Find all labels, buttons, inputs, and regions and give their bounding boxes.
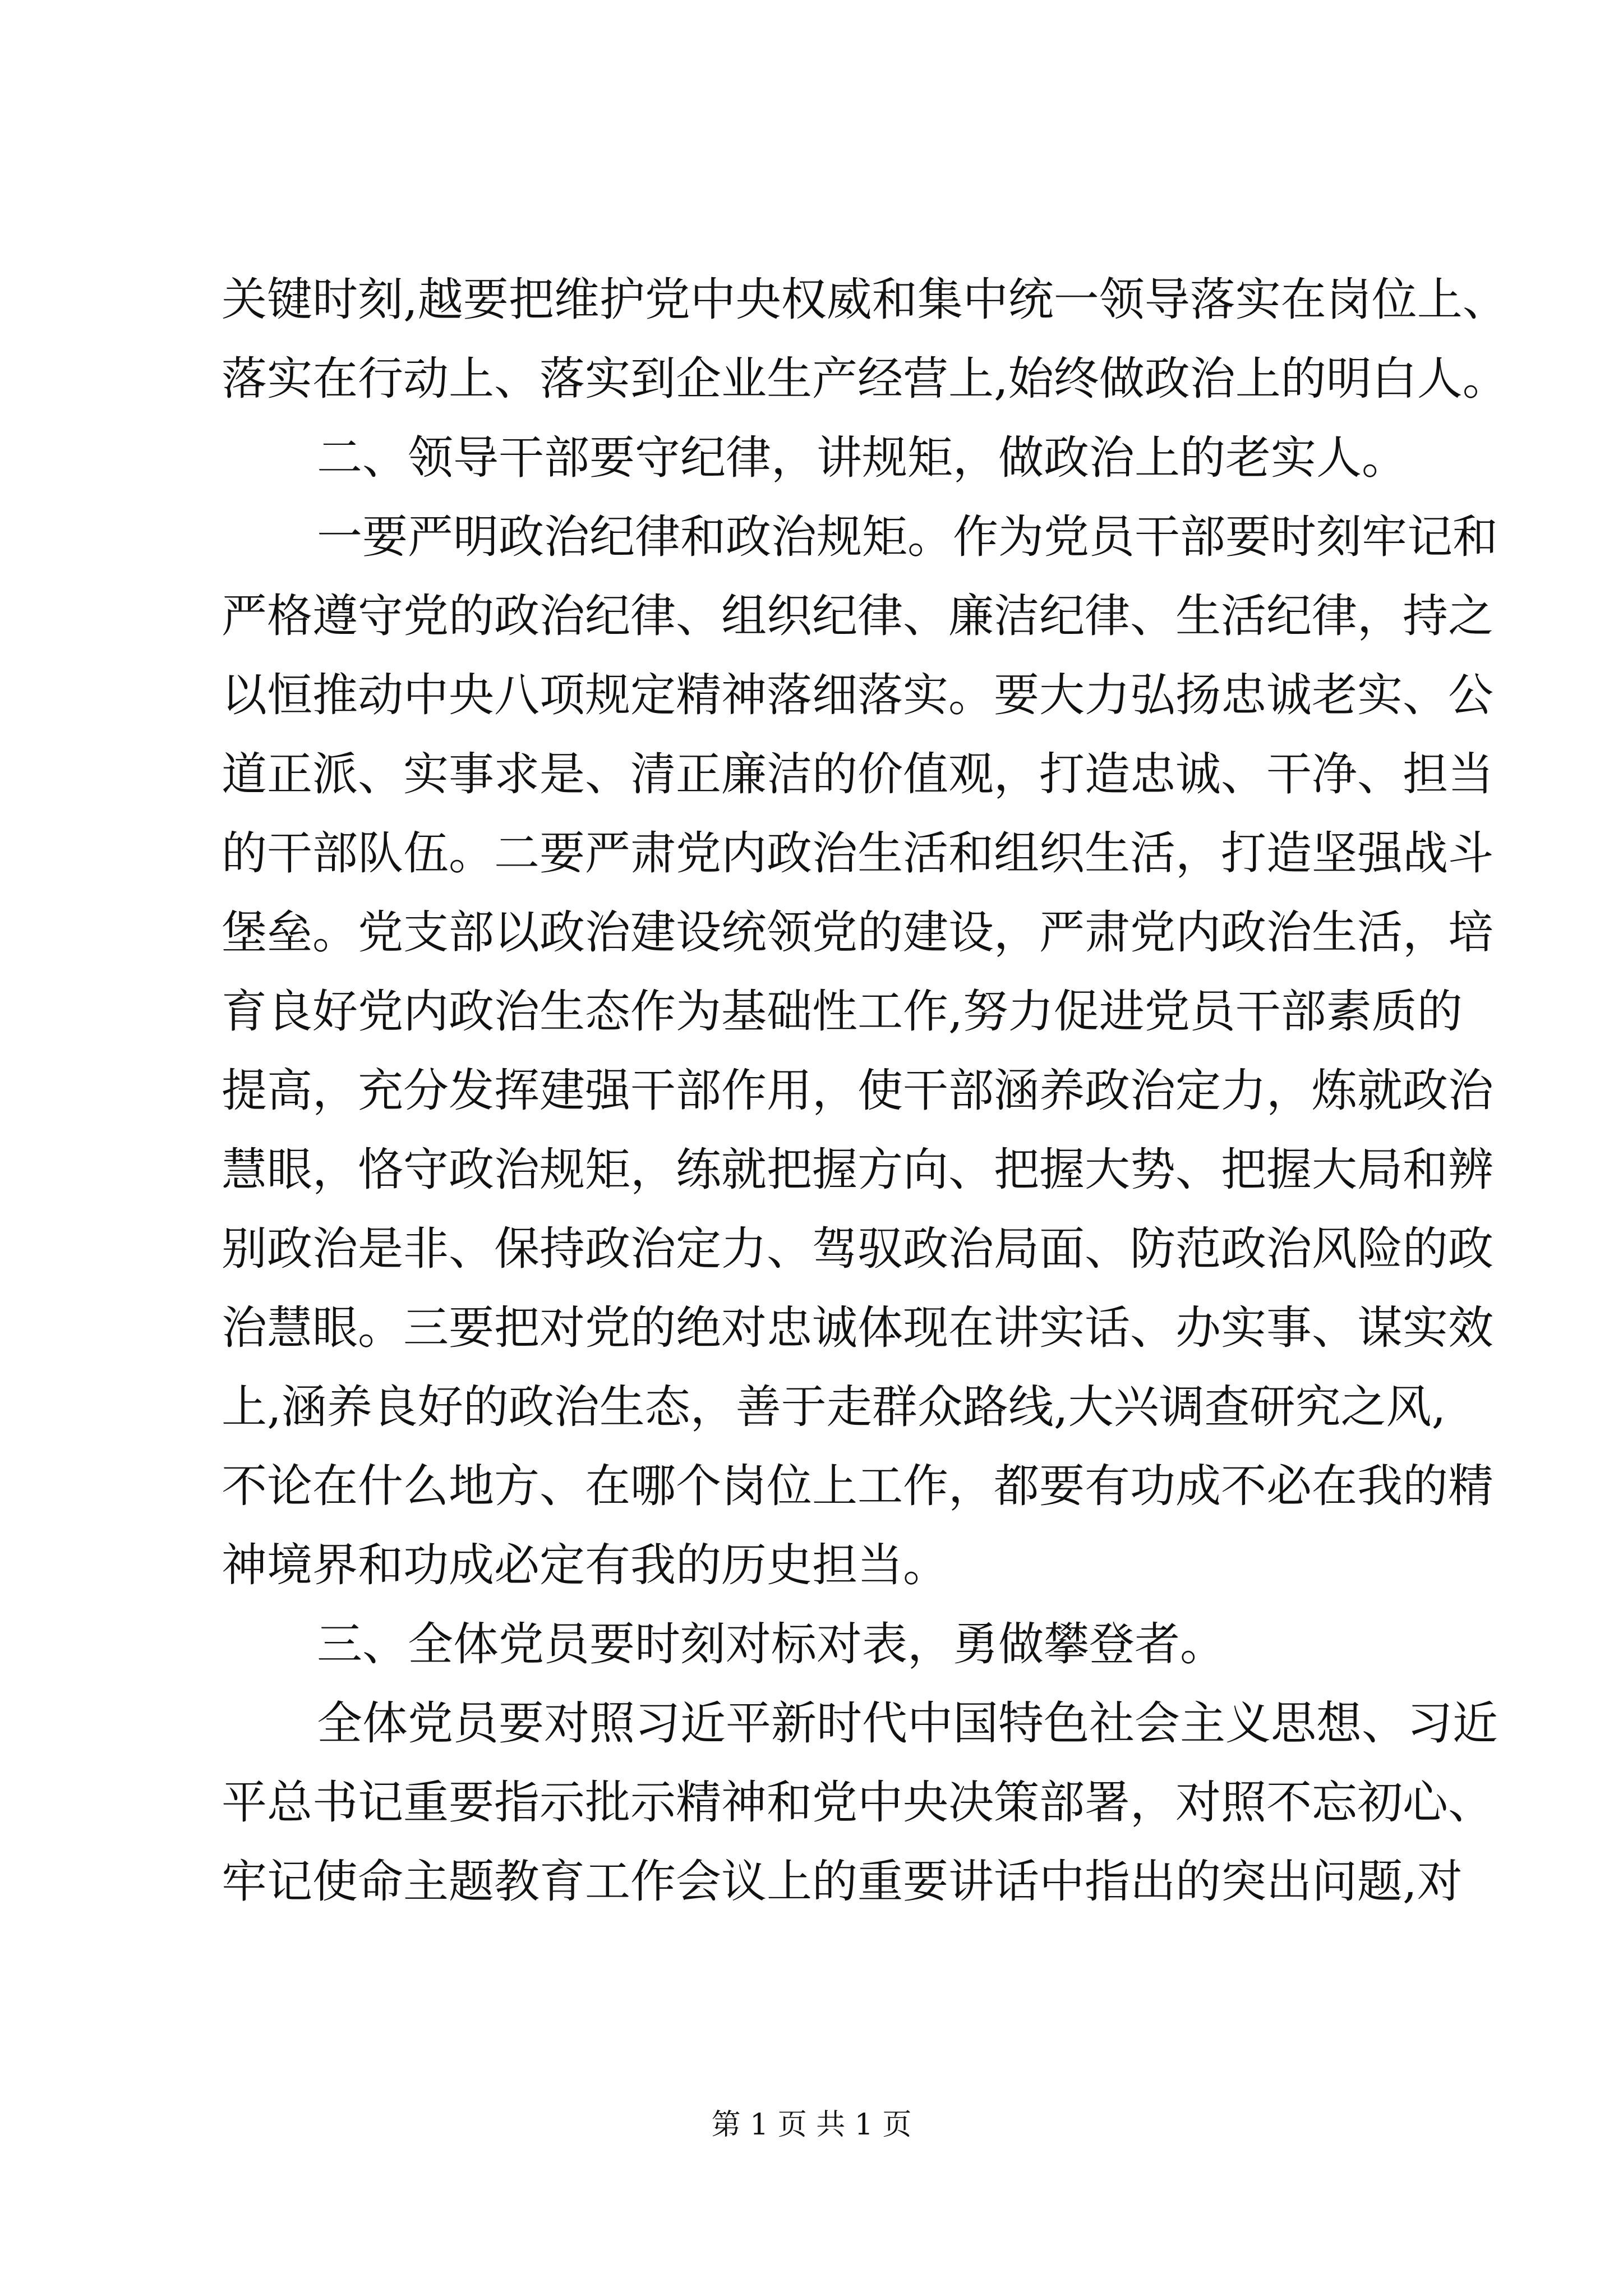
text-line: 不论在什么地方、在哪个岗位上工作，都要有功成不必在我的精	[222, 1460, 1494, 1513]
text-line: 以恒推动中央八项规定精神落细落实。要大力弘扬忠诚老实、公	[222, 669, 1494, 722]
text-line: 神境界和功成必定有我的历史担当。	[222, 1539, 949, 1592]
text-line: 落实在行动上、落实到企业生产经营上,始终做政治上的明白人。	[222, 353, 1508, 406]
text-line: 的干部队伍。二要严肃党内政治生活和组织生活，打造坚强战斗	[222, 827, 1494, 880]
text-line: 一要严明政治纪律和政治规矩。作为党员干部要时刻牢记和	[317, 511, 1498, 564]
text-line: 牢记使命主题教育工作会议上的重要讲话中指出的突出问题,对	[222, 1856, 1463, 1908]
text-line: 慧眼，恪守政治规矩，练就把握方向、把握大势、把握大局和辨	[222, 1144, 1494, 1197]
text-line: 全体党员要对照习近平新时代中国特色社会主义思想、习近	[317, 1697, 1498, 1750]
page-number-footer: 第 1 页 共 1 页	[711, 2108, 912, 2142]
text-line: 育良好党内政治生态作为基础性工作,努力促进党员干部素质的	[222, 986, 1463, 1038]
text-line: 平总书记重要指示批示精神和党中央决策部署，对照不忘初心、	[222, 1777, 1494, 1829]
text-line: 上,涵养良好的政治生态，善于走群众路线,大兴调查研究之风,	[222, 1381, 1446, 1434]
document-body	[222, 261, 1508, 1922]
text-line: 提高，充分发挥建强干部作用，使干部涵养政治定力，炼就政治	[222, 1065, 1494, 1117]
text-line: 道正派、实事求是、清正廉洁的价值观，打造忠诚、干净、担当	[222, 748, 1494, 801]
text-line: 治慧眼。三要把对党的绝对忠诚体现在讲实话、办实事、谋实效	[222, 1302, 1494, 1355]
text-line: 关键时刻,越要把维护党中央权威和集中统一领导落实在岗位上、	[222, 274, 1508, 326]
section-heading: 二、领导干部要守纪律，讲规矩，做政治上的老实人。	[317, 432, 1408, 485]
text-line: 别政治是非、保持政治定力、驾驭政治局面、防范政治风险的政	[222, 1223, 1494, 1276]
text-line: 严格遵守党的政治纪律、组织纪律、廉洁纪律、生活纪律，持之	[222, 590, 1494, 643]
text-line: 堡垒。党支部以政治建设统领党的建设，严肃党内政治生活，培	[222, 907, 1494, 959]
section-heading: 三、全体党员要时刻对标对表，勇做攀登者。	[317, 1618, 1226, 1671]
